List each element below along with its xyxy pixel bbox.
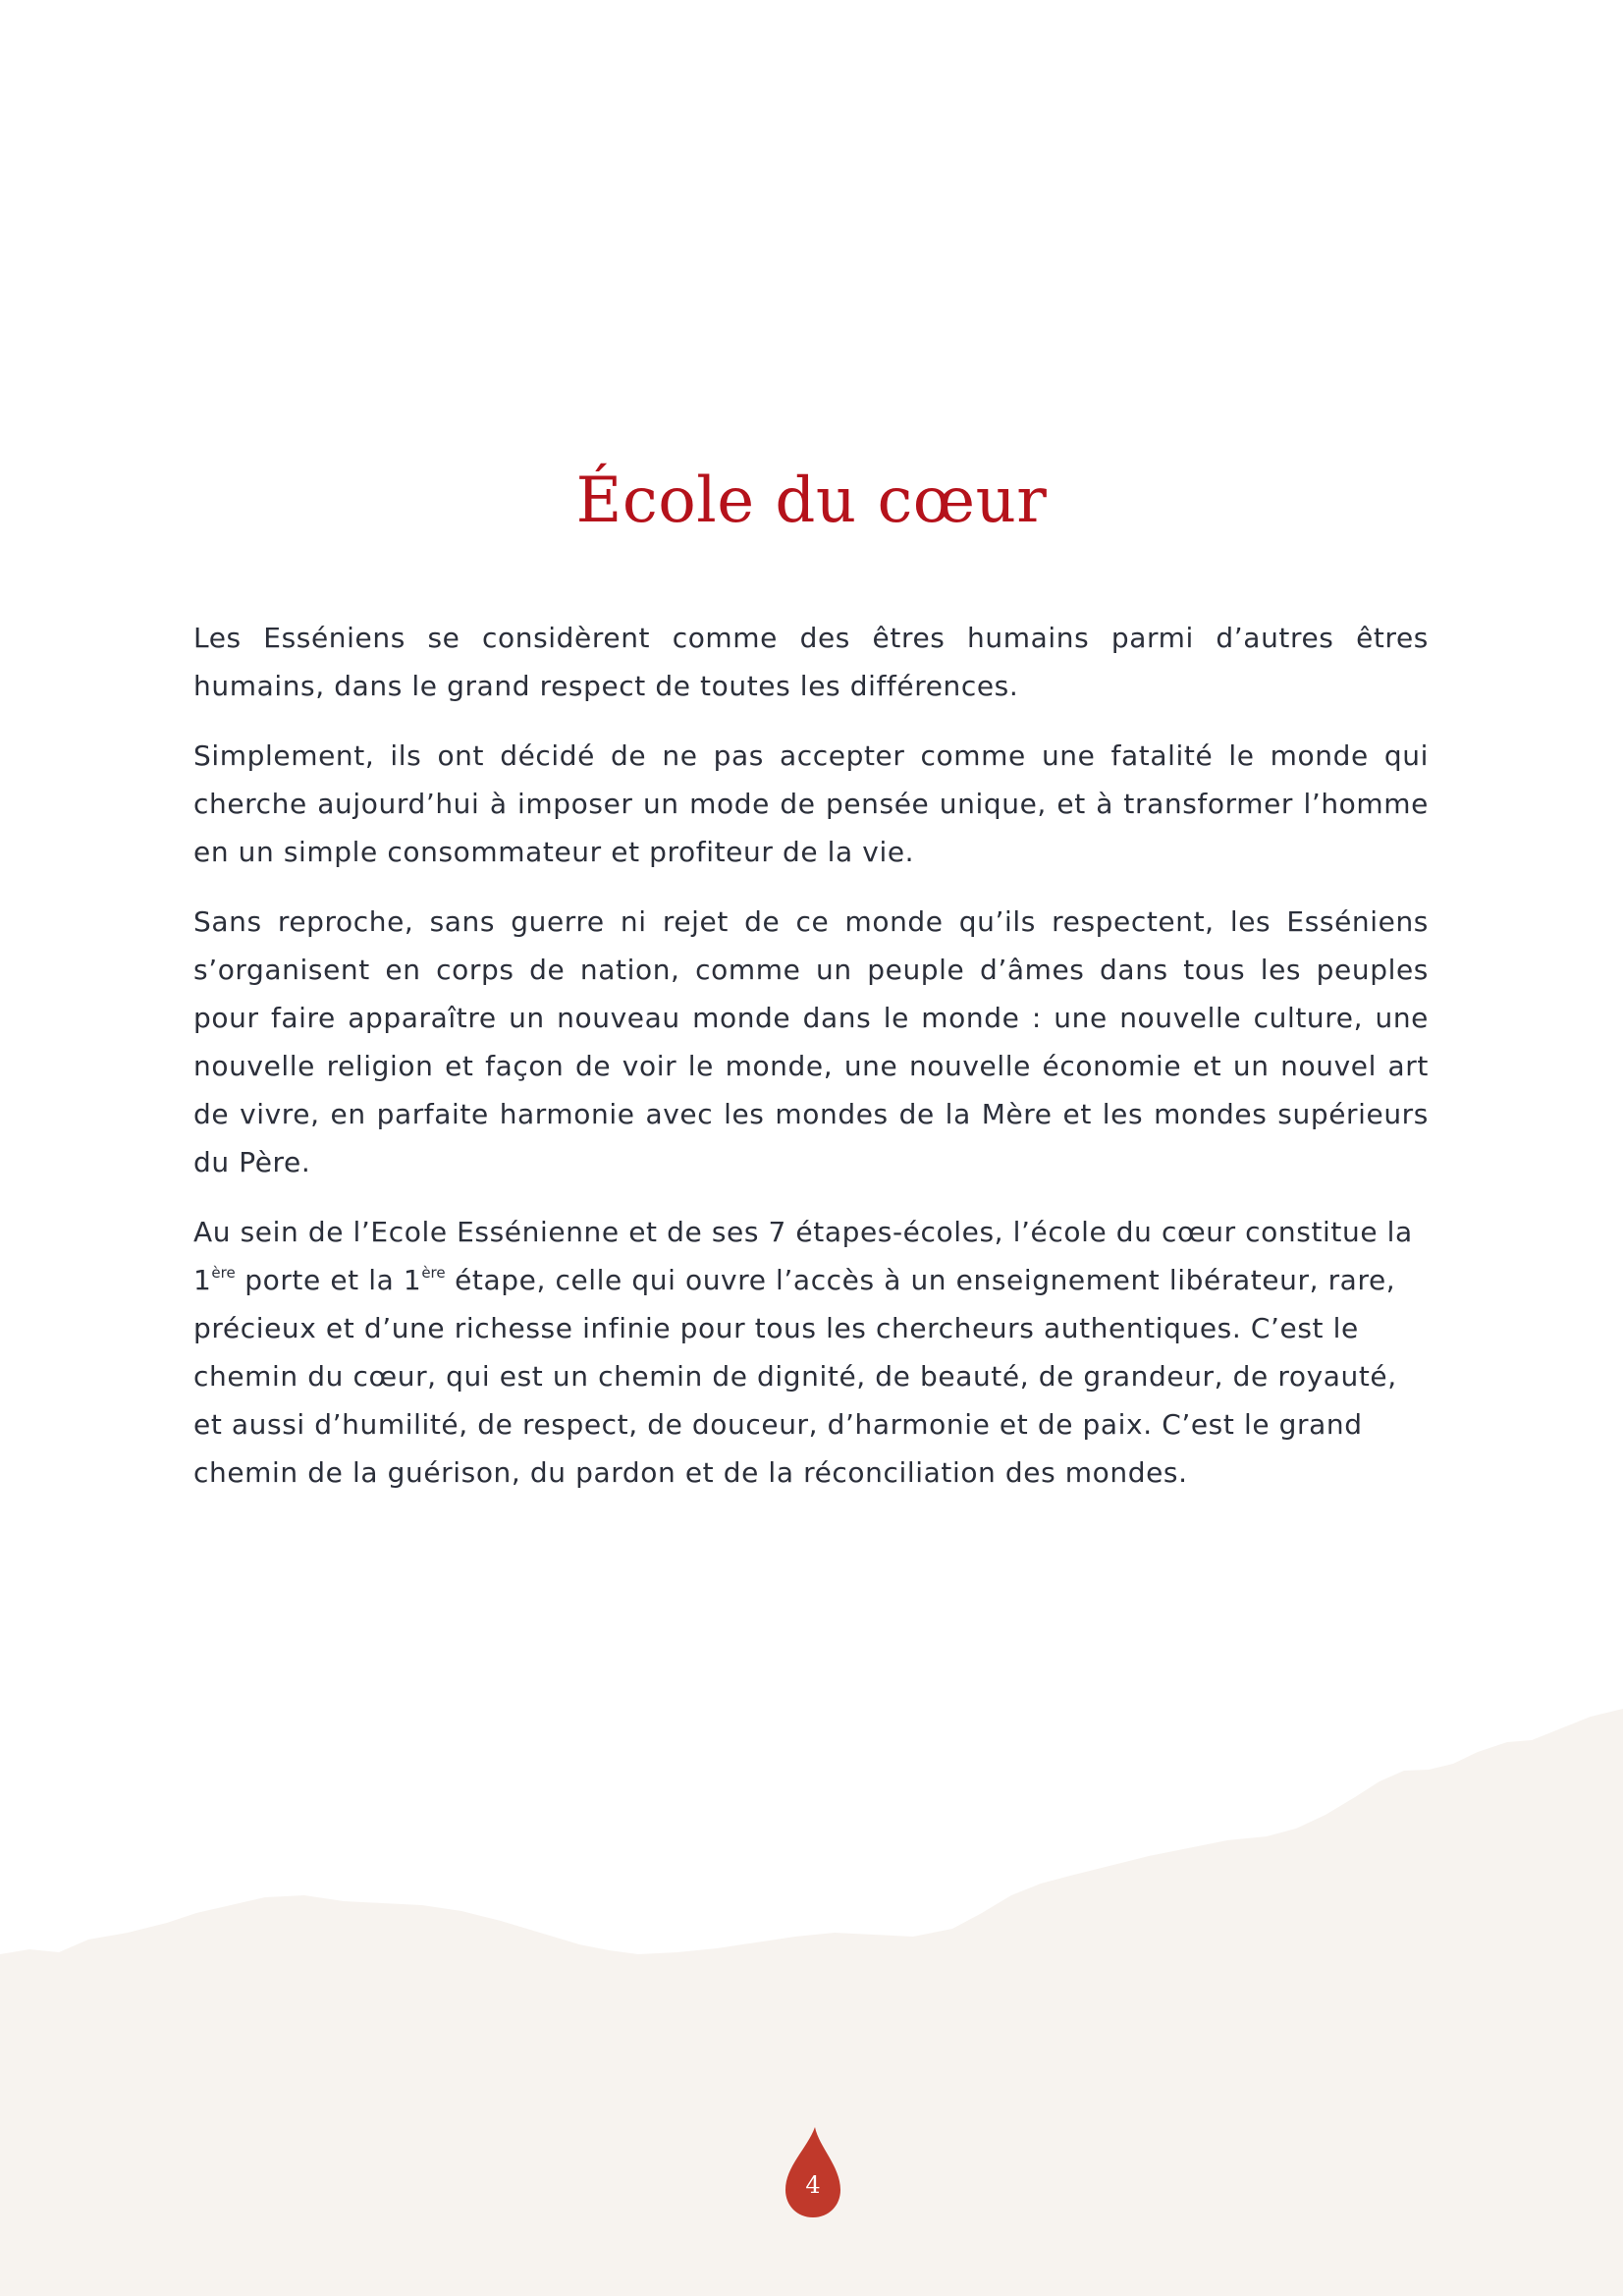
paragraph-4-part-1: Au sein de l’Ecole Essénienne et de ses 7 étapes-écoles, l’école du cœur constitue la 1 xyxy=(193,1216,1413,1296)
paragraph-2: Simplement, ils ont décidé de ne pas accepter comme une fatalité le monde qui cherche aujourd’hui à imposer un mode de pensée unique, et à transformer l’homme en un simple consommateur et profiteur de la vie. xyxy=(193,739,1429,868)
ordinal-superscript-1: ère xyxy=(211,1264,236,1282)
paragraph-3: Sans reproche, sans guerre ni rejet de ce monde qu’ils respectent, les Esséniens s’organisent en corps de nation, comme un peuple d’âmes dans tous les peuples pour faire apparaître un nouveau monde dans le monde : une nouvelle culture, une nouvelle religion et façon de voir le monde, une nouvelle économie et un nouvel art de vivre, en parfaite harmonie avec les mondes de la Mère et les mondes supérieurs du Père. xyxy=(193,905,1429,1178)
paragraph-1: Les Esséniens se considèrent comme des êtres humains parmi d’autres êtres humains, dans le grand respect de toutes les différences. xyxy=(193,622,1429,702)
page-title: École du cœur xyxy=(575,465,1048,537)
paragraph-4-part-3: étape, celle qui ouvre l’accès à un enseignement libérateur, rare, précieux et d’une richesse infinie pour tous les chercheurs authentiques. C’est le chemin du cœur, qui est un chemin de dignité, de beauté, de grandeur, de royauté, et aussi d’humilité, de respect, de douceur, d’harmonie et de paix. C’est le grand chemin de la guérison, du pardon et de la réconciliation des mondes. xyxy=(193,1264,1397,1489)
body-text xyxy=(193,614,1429,1518)
ordinal-superscript-2: ère xyxy=(421,1264,446,1282)
paragraph-4-part-2: porte et la 1 xyxy=(235,1264,422,1296)
page-number: 4 xyxy=(805,2171,821,2199)
paragraph-4 xyxy=(193,1208,1429,1497)
